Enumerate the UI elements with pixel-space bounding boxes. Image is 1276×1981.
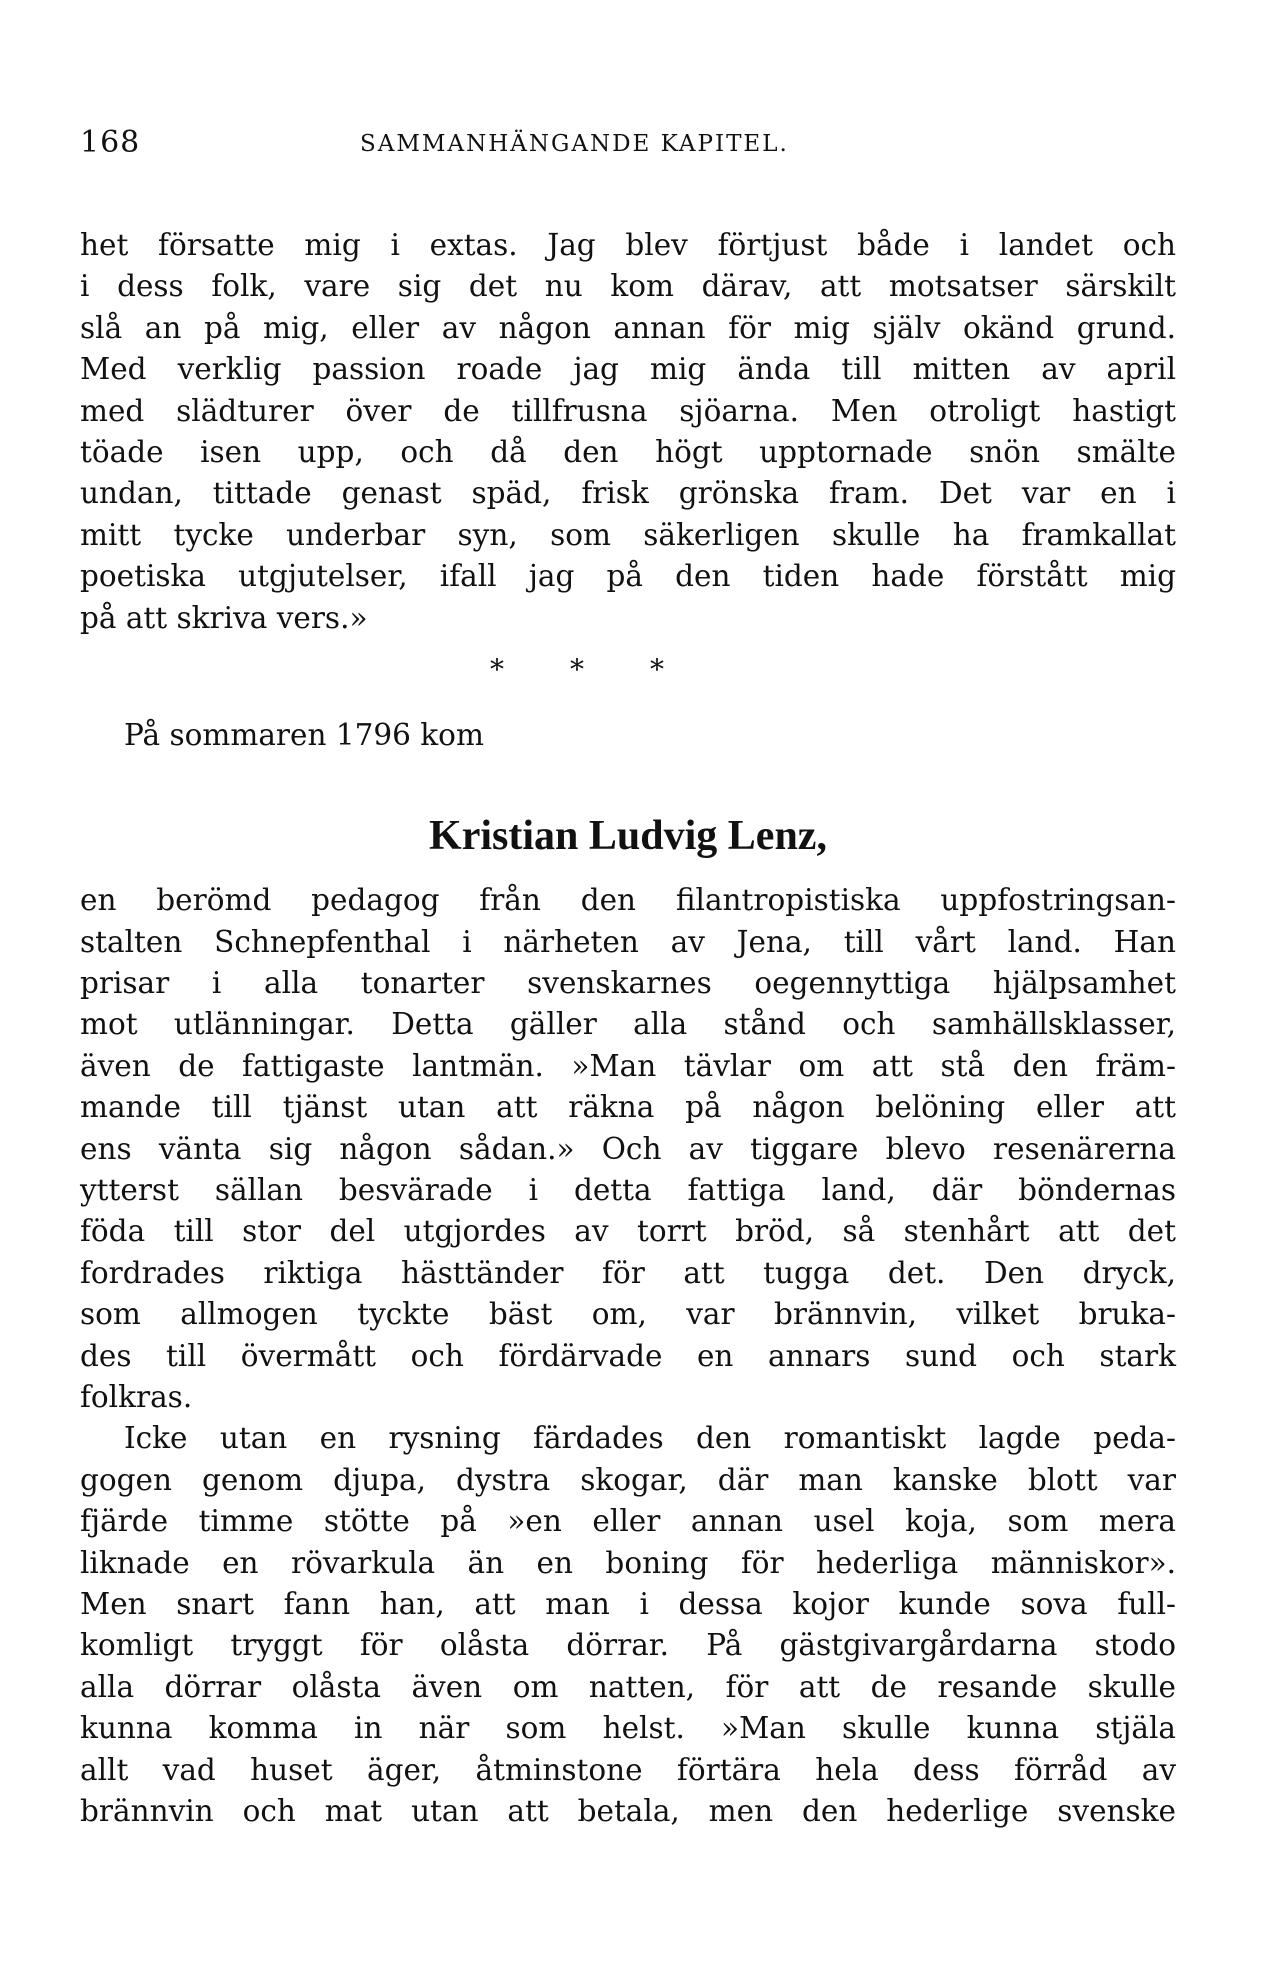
paragraph-2 bbox=[80, 880, 1176, 1418]
text-line: Med verklig passion roade jag mig ända till mitten av april bbox=[80, 352, 1176, 387]
text-line: alla dörrar olåsta även om natten, för att de resande skulle bbox=[80, 1669, 1176, 1704]
text-line: gogen genom djupa, dystra skogar, där man kanske blott var bbox=[80, 1462, 1176, 1497]
text-line: Icke utan en rysning färdades den romantiskt lagde peda- bbox=[124, 1421, 1176, 1456]
text-line: fordrades riktiga hästtänder för att tugga det. Den dryck, bbox=[80, 1255, 1176, 1290]
text-line: stalten Schnepfenthal i närheten av Jena, till vårt land. Han bbox=[80, 924, 1176, 959]
text-line: töade isen upp, och då den högt upptornade snön smälte bbox=[80, 434, 1176, 469]
text-line: komligt tryggt för olåsta dörrar. På gästgivargårdarna stodo bbox=[80, 1628, 1176, 1663]
intro-line: På sommaren 1796 kom bbox=[124, 717, 484, 752]
text-line: liknade en rövarkula än en boning för hederliga människor». bbox=[80, 1545, 1176, 1580]
section-separator bbox=[80, 639, 1176, 703]
text-line: kunna komma in när som helst. »Man skulle kunna stjäla bbox=[80, 1711, 1176, 1746]
text-line: mande till tjänst utan att räkna på någon belöning eller att bbox=[80, 1090, 1176, 1125]
text-line: även de fattigaste lantmän. »Man tävlar om att stå den främ- bbox=[80, 1048, 1176, 1083]
text-line: undan, tittade genast späd, frisk grönska fram. Det var en i bbox=[80, 476, 1176, 511]
text-line: i dess folk, vare sig det nu kom därav, att motsatser särskilt bbox=[80, 269, 1176, 304]
text-line: prisar i alla tonarter svenskarnes oegennyttiga hjälpsamhet bbox=[80, 966, 1176, 1001]
page-number: 168 bbox=[80, 125, 141, 160]
text-line: Men snart fann han, att man i dessa kojor kunde sova full- bbox=[80, 1586, 1176, 1621]
paragraph-1 bbox=[80, 225, 1176, 639]
text-line: mitt tycke underbar syn, som säkerligen skulle ha framkallat bbox=[80, 517, 1176, 552]
text-line: folkras. bbox=[80, 1380, 193, 1414]
text-line: på att skriva vers.» bbox=[80, 600, 368, 635]
text-line: fjärde timme stötte på »en eller annan usel koja, som mera bbox=[80, 1504, 1176, 1539]
paragraph-3 bbox=[80, 1418, 1176, 1832]
text-line: des till övermått och fördärvade en annars sund och stark bbox=[80, 1338, 1176, 1373]
text-line: en berömd pedagog från den filantropistiska uppfostringsan- bbox=[80, 883, 1176, 918]
text-line: som allmogen tyckte bäst om, var brännvin, vilket bruka- bbox=[80, 1297, 1176, 1332]
running-title: SAMMANHÄNGANDE KAPITEL. bbox=[360, 131, 789, 157]
text-line: ens vänta sig någon sådan.» Och av tiggare blevo resenärerna bbox=[80, 1131, 1176, 1166]
asterisk: * bbox=[650, 652, 664, 686]
text-line: het försatte mig i extas. Jag blev förtjust både i landet och bbox=[80, 228, 1176, 262]
text-line: föda till stor del utgjordes av torrt bröd, så stenhårt att det bbox=[80, 1214, 1176, 1249]
text-line: brännvin och mat utan att betala, men den hederlige svenske bbox=[80, 1793, 1176, 1828]
text-line: slå an på mig, eller av någon annan för mig själv okänd grund. bbox=[80, 310, 1176, 345]
text-line: med slädturer över de tillfrusna sjöarna. Men otroligt hastigt bbox=[80, 393, 1176, 428]
text-line: ytterst sällan besvärade i detta fattiga land, där böndernas bbox=[80, 1173, 1176, 1208]
running-head bbox=[80, 125, 1176, 169]
text-line: mot utlänningar. Detta gäller alla stånd och samhällsklasser, bbox=[80, 1007, 1176, 1042]
text-line: poetiska utgjutelser, ifall jag på den tiden hade förstått mig bbox=[80, 559, 1176, 594]
asterisk: * bbox=[570, 652, 584, 686]
name-heading: Kristian Ludvig Lenz, bbox=[429, 813, 827, 860]
asterisk: * bbox=[490, 652, 504, 686]
text-line: allt vad huset äger, åtminstone förtära hela dess förråd av bbox=[80, 1752, 1176, 1787]
